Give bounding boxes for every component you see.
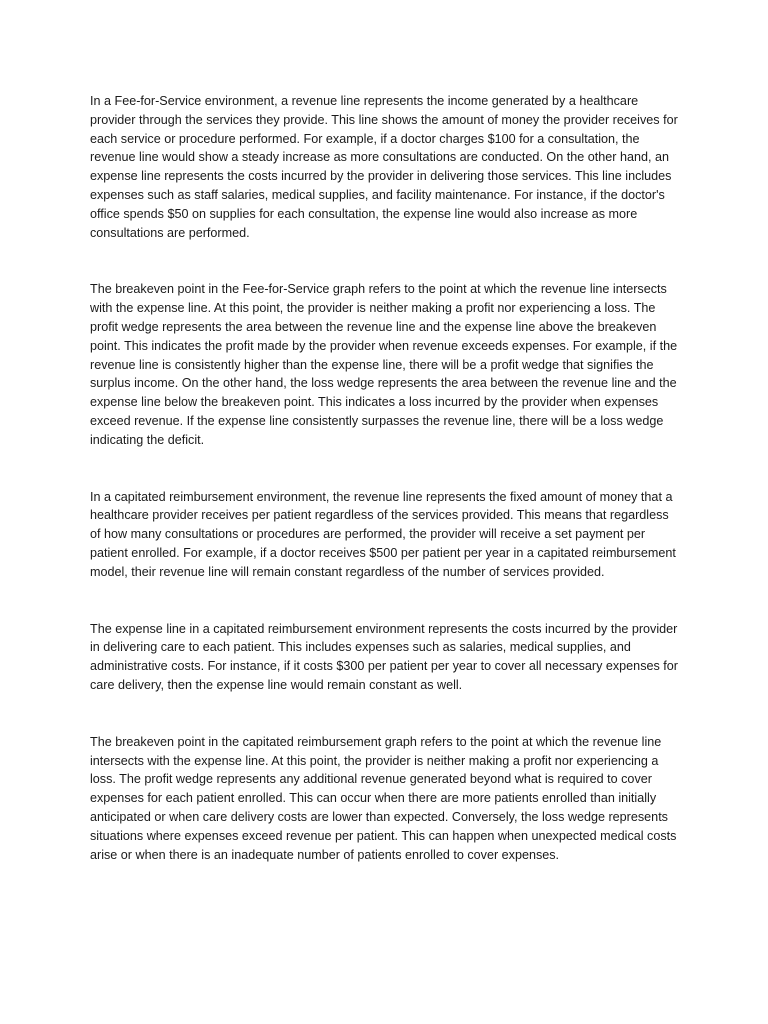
paragraph-fee-for-service-breakeven: The breakeven point in the Fee-for-Service graph refers to the point at which the revenue line intersects with the expense line. At this point, the provider is neither making a profit nor experiencing a loss. The profit wedge represents the area between the revenue line and the expense line above the breakeven point. This indicates the profit made by the provider when revenue exceeds expenses. For example, if the revenue line is consistently higher than the expense line, there will be a profit wedge that signifies the surplus income. On the other hand, the loss wedge represents the area between the revenue line and the expense line below the breakeven point. This indicates a loss incurred by the provider when expenses exceed revenue. If the expense line consistently surpasses the revenue line, there will be a loss wedge indicating the deficit. <box>90 282 678 447</box>
paragraph-capitated-revenue: In a capitated reimbursement environment, the revenue line represents the fixed amount of money that a healthcare provider receives per patient regardless of the services provided. This means that regardless of how many consultations or procedures are performed, the provider will receive a set payment per patient enrolled. For example, if a doctor receives $500 per patient per year in a capitated reimbursement model, their revenue line will remain constant regardless of the number of services provided. <box>90 489 676 579</box>
document-body <box>90 92 682 864</box>
paragraph-fee-for-service-lines: In a Fee-for-Service environment, a revenue line represents the income generated by a healthcare provider through the services they provide. This line shows the amount of money the provider receives for each service or procedure performed. For example, if a doctor charges $100 for a consultation, the revenue line would show a steady increase as more consultations are conducted. On the other hand, an expense line represents the costs incurred by the provider in delivering those services. This line includes expenses such as staff salaries, medical supplies, and facility maintenance. For instance, if the doctor's office spends $50 on supplies for each consultation, the expense line would also increase as more consultations are performed. <box>90 94 678 240</box>
paragraph-capitated-breakeven: The breakeven point in the capitated reimbursement graph refers to the point at which the revenue line intersects with the expense line. At this point, the provider is neither making a profit nor experiencing a loss. The profit wedge represents any additional revenue generated beyond what is required to cover expenses for each patient enrolled. This can occur when there are more patients enrolled than initially anticipated or when care delivery costs are lower than expected. Conversely, the loss wedge represents situations where expenses exceed revenue per patient. This can happen when unexpected medical costs arise or when there is an inadequate number of patients enrolled to cover expenses. <box>90 734 677 862</box>
paragraph-capitated-expense: The expense line in a capitated reimbursement environment represents the costs incurred by the provider in delivering care to each patient. This includes expenses such as salaries, medical supplies, and administrative costs. For instance, if it costs $300 per patient per year to cover all necessary expenses for care delivery, then the expense line would remain constant as well. <box>90 621 678 692</box>
